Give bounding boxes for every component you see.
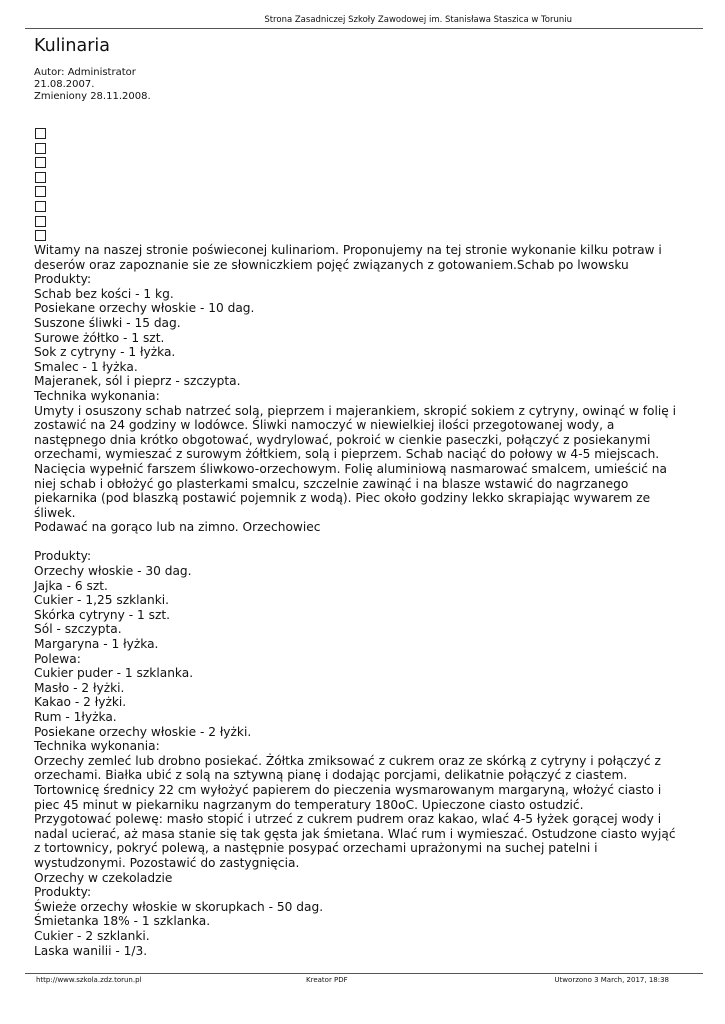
modified-date: Zmieniony 28.11.2008. bbox=[34, 91, 151, 102]
text-line: orzechami, wymieszać z surowym żółtkiem, solą i pieprzem. Schab naciąć do połowy w 4-5 miejscach. bbox=[34, 447, 660, 462]
text-line: wystudzonymi. Pozostawić do zastygnięcia. bbox=[34, 855, 300, 870]
text-line: Nacięcia wypełnić farszem śliwkowo-orzechowym. Folię aluminiową nasmarować smalcem, umieścić na bbox=[34, 461, 667, 476]
text-line: Majeranek, sól i pieprz - szczypta. bbox=[34, 374, 241, 389]
text-line: piekarnika (pod blaszką postawić pojemnik z wodą). Piec około godziny lekko skrapiając wywarem ze bbox=[34, 491, 651, 506]
text-line: Produkty: bbox=[34, 272, 92, 287]
text-line: Orzechy w czekoladzie bbox=[34, 870, 173, 885]
text-line: Schab bez kości - 1 kg. bbox=[34, 286, 174, 301]
text-line: Przygotować polewę: masło stopić i utrzeć z cukrem pudrem oraz kakao, wlać 4-5 łyżek gorącej wody i bbox=[34, 812, 662, 827]
article-meta bbox=[34, 67, 151, 103]
placeholder-box-icon bbox=[35, 186, 46, 197]
article-body bbox=[34, 243, 704, 958]
text-line: Masło - 2 łyżki. bbox=[34, 680, 125, 695]
text-line: Skórka cytryny - 1 szt. bbox=[34, 607, 171, 622]
placeholder-box-icon bbox=[35, 230, 46, 241]
text-line: Polewa: bbox=[34, 651, 81, 666]
placeholder-box-icon bbox=[35, 157, 46, 168]
text-line: Cukier puder - 1 szklanka. bbox=[34, 666, 194, 681]
page-title: Kulinaria bbox=[34, 36, 111, 56]
footer-generator: Kreator PDF bbox=[306, 976, 348, 984]
text-line: niej schab i obłożyć go plasterkami smalcu, szczelnie zawinąć i na blasze wstawić do nagrzanego bbox=[34, 476, 629, 491]
text-line: nadal ucierać, aż masa stanie się tak gęsta jak śmietana. Wlać rum i wymieszać. Ostudzone ciasto wyjąć bbox=[34, 826, 676, 841]
page-header: Strona Zasadniczej Szkoły Zawodowej im. Stanisława Staszica w Toruniu bbox=[264, 15, 572, 25]
text-line: Surowe żółtko - 1 szt. bbox=[34, 330, 165, 345]
text-line: Jajka - 6 szt. bbox=[34, 578, 108, 593]
text-line: Tortownicę średnicy 22 cm wyłożyć papierem do pieczenia wysmarowanym margaryną, włożyć ciasto i bbox=[34, 782, 662, 797]
text-line: orzechami. Białka ubić z solą na sztywną pianę i dodając porcjami, delikatnie połączyć z ciastem. bbox=[34, 768, 628, 783]
author-line: Autor: Administrator bbox=[34, 67, 136, 78]
text-line: Technika wykonania: bbox=[34, 388, 160, 403]
placeholder-box-icon bbox=[35, 128, 46, 139]
text-line: Świeże orzechy włoskie w skorupkach - 50 dag. bbox=[34, 899, 324, 914]
text-line: Posiekane orzechy włoskie - 2 łyżki. bbox=[34, 724, 252, 739]
text-line: Produkty: bbox=[34, 549, 92, 564]
text-line: Podawać na gorąco lub na zimno. Orzechowiec bbox=[34, 520, 321, 535]
text-line: Cukier - 2 szklanki. bbox=[34, 928, 150, 943]
placeholder-box-icon bbox=[35, 143, 46, 154]
text-line: Orzechy włoskie - 30 dag. bbox=[34, 564, 192, 579]
text-line: Posiekane orzechy włoskie - 10 dag. bbox=[34, 301, 255, 316]
header-divider bbox=[25, 28, 703, 29]
text-line bbox=[34, 535, 704, 550]
text-line: piec 45 minut w piekarniku nagrzanym do temperatury 180oC. Upieczone ciasto ostudzić. bbox=[34, 797, 584, 812]
placeholder-box-icon bbox=[35, 201, 46, 212]
text-line: deserów oraz zapoznanie sie ze słowniczkiem pojęć związanych z gotowaniem.Schab po lwowsku bbox=[34, 257, 629, 272]
placeholder-box-icon bbox=[35, 172, 46, 183]
footer-url: http://www.szkola.zdz.torun.pl bbox=[36, 976, 142, 984]
text-line: Technika wykonania: bbox=[34, 739, 160, 754]
text-line: Suszone śliwki - 15 dag. bbox=[34, 315, 181, 330]
text-line: Cukier - 1,25 szklanki. bbox=[34, 593, 170, 608]
text-line: Orzechy zemleć lub drobno posiekać. Żółtka zmiksować z cukrem oraz ze skórką z cytryny i połączyć z bbox=[34, 753, 661, 768]
missing-image-placeholders bbox=[35, 126, 46, 245]
text-line: Rum - 1łyżka. bbox=[34, 710, 117, 724]
created-date: 21.08.2007. bbox=[34, 79, 95, 90]
text-line: Produkty: bbox=[34, 885, 92, 900]
text-line: Śmietanka 18% - 1 szklanka. bbox=[34, 914, 211, 929]
text-line: Sól - szczypta. bbox=[34, 622, 122, 637]
text-line: Laska wanilii - 1/3. bbox=[34, 943, 148, 958]
text-line: Sok z cytryny - 1 łyżka. bbox=[34, 345, 176, 360]
text-line: śliwek. bbox=[34, 505, 76, 520]
text-line: Smalec - 1 łyżka. bbox=[34, 359, 138, 374]
text-line: zostawić na 24 godziny w lodówce. Śliwki namoczyć w niewielkiej ilości przegotowanej wody, a bbox=[34, 418, 615, 433]
text-line: Witamy na naszej stronie poświeconej kulinariom. Proponujemy na tej stronie wykonanie kilku potraw i bbox=[34, 243, 662, 257]
text-line: następnego dnia krótko obgotować, wydrylować, pokroić w cienkie paseczki, połączyć z posiekanymi bbox=[34, 432, 651, 447]
footer-created: Utworzono 3 March, 2017, 18:38 bbox=[554, 976, 669, 984]
text-line: Kakao - 2 łyżki. bbox=[34, 695, 127, 710]
footer-divider bbox=[25, 973, 703, 974]
text-line: Margaryna - 1 łyżka. bbox=[34, 637, 159, 652]
text-line: z tortownicy, pokryć polewą, a następnie posypać orzechami uprażonymi na suchej patelni i bbox=[34, 841, 598, 856]
text-line: Umyty i osuszony schab natrzeć solą, pieprzem i majerankiem, skropić sokiem z cytryny, owinąć w folię i bbox=[34, 403, 677, 418]
placeholder-box-icon bbox=[35, 216, 46, 227]
